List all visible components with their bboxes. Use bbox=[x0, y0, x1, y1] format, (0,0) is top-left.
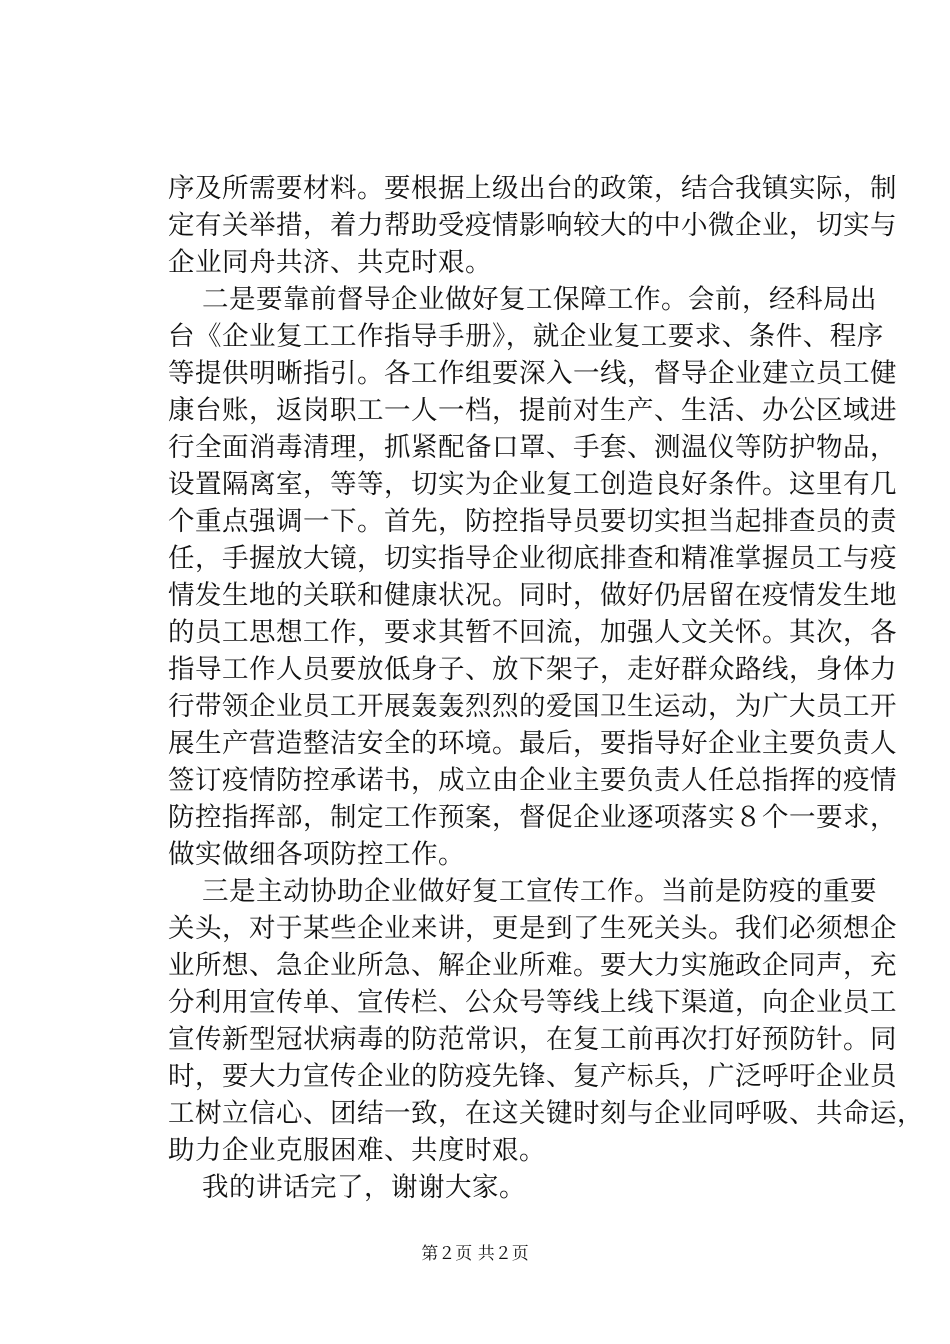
text-line: 等提供明晰指引。各工作组要深入一线，督导企业建立员工健 bbox=[168, 358, 897, 389]
text-line: 的员工思想工作，要求其暂不回流，加强人文关怀。其次，各 bbox=[168, 617, 897, 648]
text-line: 台《企业复工工作指导手册》，就企业复工要求、条件、程序 bbox=[168, 321, 884, 352]
text-line: 我的讲话完了，谢谢大家。 bbox=[202, 1172, 526, 1203]
text-line: 三是主动协助企业做好复工宣传工作。当前是防疫的重要 bbox=[202, 876, 877, 907]
text-line: 做实做细各项防控工作。 bbox=[168, 839, 465, 870]
text-line: 行全面消毒清理，抓紧配备口罩、手套、测温仪等防护物品， bbox=[168, 432, 897, 463]
page-footer: 第２页 共２页 bbox=[421, 1244, 529, 1264]
text-line: 时，要大力宣传企业的防疫先锋、复产标兵，广泛呼吁企业员 bbox=[168, 1061, 897, 1092]
text-line: 二是要靠前督导企业做好复工保障工作。会前，经科局出 bbox=[202, 284, 877, 315]
text-line: 关头，对于某些企业来讲，更是到了生死关头。我们必须想企 bbox=[168, 913, 897, 944]
text-line: 个重点强调一下。首先，防控指导员要切实担当起排查员的责 bbox=[168, 506, 897, 537]
text-line: 康台账，返岗职工一人一档，提前对生产、生活、办公区域进 bbox=[168, 395, 897, 426]
text-line: 序及所需要材料。要根据上级出台的政策，结合我镇实际，制 bbox=[168, 173, 897, 204]
text-line: 防控指挥部，制定工作预案，督促企业逐项落实８个一要求， bbox=[168, 802, 897, 833]
text-line: 行带领企业员工开展轰轰烈烈的爱国卫生运动，为广大员工开 bbox=[168, 691, 897, 722]
text-line: 指导工作人员要放低身子、放下架子，走好群众路线，身体力 bbox=[168, 654, 897, 685]
document-body bbox=[168, 170, 924, 1206]
text-line: 设置隔离室，等等，切实为企业复工创造良好条件。这里有几 bbox=[168, 469, 897, 500]
text-line: 定有关举措，着力帮助受疫情影响较大的中小微企业，切实与 bbox=[168, 210, 897, 241]
text-line: 展生产营造整洁安全的环境。最后，要指导好企业主要负责人 bbox=[168, 728, 897, 759]
text-line: 情发生地的关联和健康状况。同时，做好仍居留在疫情发生地 bbox=[168, 580, 897, 611]
text-line: 任，手握放大镜，切实指导企业彻底排查和精准掌握员工与疫 bbox=[168, 543, 897, 574]
text-line: 业所想、急企业所急、解企业所难。要大力实施政企同声，充 bbox=[168, 950, 897, 981]
text-line: 宣传新型冠状病毒的防范常识，在复工前再次打好预防针。同 bbox=[168, 1024, 897, 1055]
text-line: 工树立信心、团结一致，在这关键时刻与企业同呼吸、共命运， bbox=[168, 1098, 924, 1129]
text-line: 助力企业克服困难、共度时艰。 bbox=[168, 1135, 546, 1166]
text-line: 企业同舟共济、共克时艰。 bbox=[168, 247, 492, 278]
text-line: 分利用宣传单、宣传栏、公众号等线上线下渠道，向企业员工 bbox=[168, 987, 897, 1018]
text-line: 签订疫情防控承诺书，成立由企业主要负责人任总指挥的疫情 bbox=[168, 765, 897, 796]
